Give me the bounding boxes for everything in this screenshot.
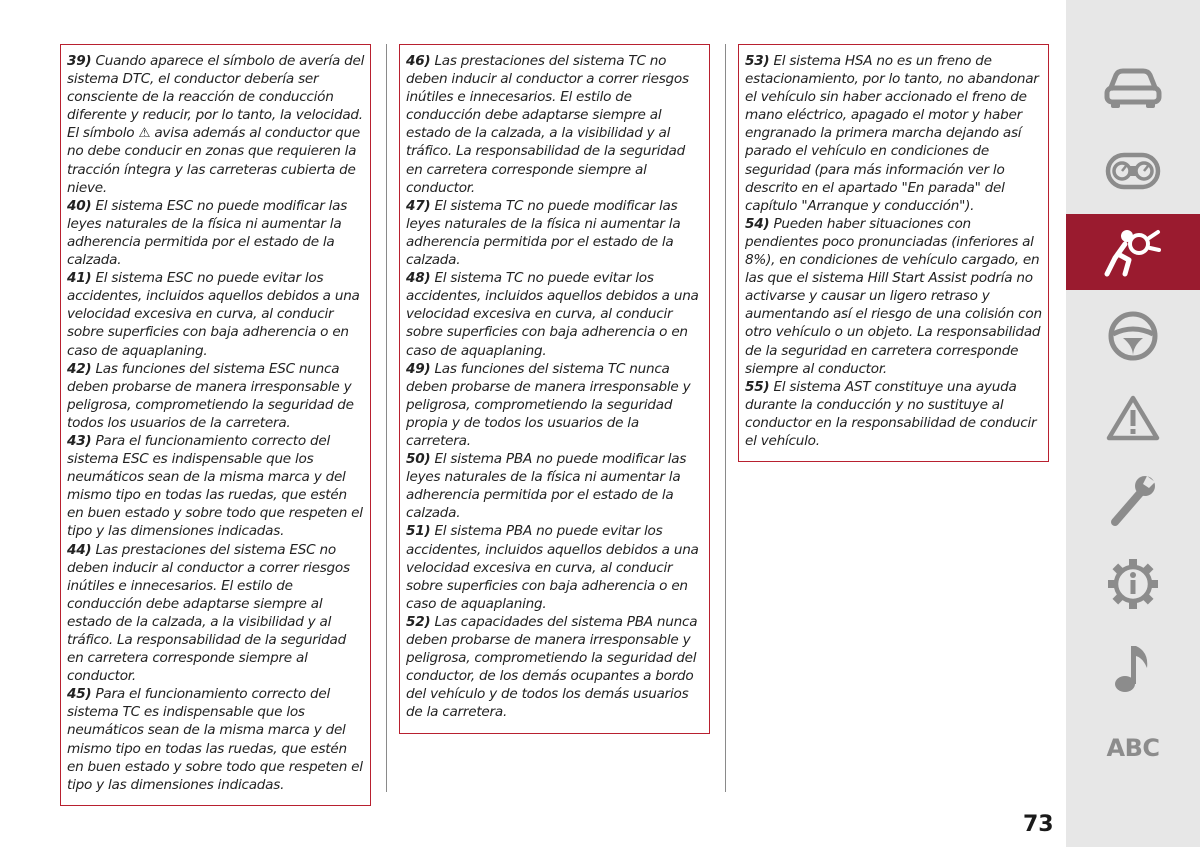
page-number: 73 <box>1023 812 1054 837</box>
note-text: El sistema TC no puede evitar los accidentes, incluidos aquellos debidos a una velocidad excesiva en curva, al conducir sobre superficies con baja adherencia o en caso de aquaplaning. <box>406 270 699 359</box>
note-text: El sistema AST constituye una ayuda durante la conducción y no sustituye al conductor en la responsabilidad de conducir el vehículo. <box>745 378 1037 449</box>
music-note-icon <box>1113 642 1153 694</box>
notes-column-2 <box>399 44 710 734</box>
note-number: 48) <box>406 270 431 287</box>
notes-column-3 <box>738 44 1049 462</box>
note-39 <box>67 52 365 197</box>
note-47 <box>406 197 704 269</box>
note-number: 42) <box>67 360 92 377</box>
note-text: Las capacidades del sistema PBA nunca deben probarse de manera irresponsable y peligrosa, comprometiendo la seguridad del conductor, de los demás ocupantes a bordo del vehículo y de todos los demás usuarios de la carretera. <box>406 613 698 721</box>
note-number: 50) <box>406 451 431 468</box>
note-46 <box>406 52 704 197</box>
note-text: Pueden haber situaciones con pendientes poco pronunciadas (inferiores al 8%), en condiciones de vehículo cargado, en las que el sistema Hill Start Assist podría no activarse y causar un ligero retraso y aumentando así el riesgo de una colisión con otro vehículo o un objeto. La responsabilidad de la seguridad en carretera corresponde siempre al conductor. <box>745 215 1042 377</box>
note-text: Las funciones del sistema TC nunca deben probarse de manera irresponsable y peligrosa, comprometiendo la seguridad propia y de todos los usuarios de la carretera. <box>406 360 691 449</box>
note-52 <box>406 613 704 722</box>
index-label: ABC <box>1106 734 1160 762</box>
notes-column-1 <box>60 44 371 806</box>
note-53 <box>745 52 1043 215</box>
wrench-icon <box>1107 472 1159 528</box>
note-number: 41) <box>67 270 92 287</box>
note-42 <box>67 360 365 432</box>
note-44 <box>67 541 365 686</box>
note-text: El sistema PBA no puede evitar los accidentes, incluidos aquellos debidos a una velocidad excesiva en curva, al conducir sobre superficies con baja adherencia o en caso de aquaplaning. <box>406 523 699 612</box>
note-48 <box>406 269 704 359</box>
chapter-nav-dashboard[interactable] <box>1066 133 1200 209</box>
note-text: El sistema TC no puede modificar las leyes naturales de la física ni aumentar la adherencia permitida por el estado de la calzada. <box>406 197 681 269</box>
note-text: Las prestaciones del sistema TC no deben inducir al conductor a correr riesgos inútiles e innecesarios. El estilo de conducción debe adaptarse siempre al estado de la calzada, a la visibilidad y al tráfico. La responsabilidad de la seguridad en carretera corresponde siempre al conductor. <box>406 53 689 196</box>
note-50 <box>406 450 704 522</box>
warning-triangle-icon <box>1106 394 1160 442</box>
note-40 <box>67 197 365 269</box>
note-number: 47) <box>406 197 431 214</box>
column-divider <box>386 44 387 792</box>
note-number: 49) <box>406 360 431 377</box>
column-divider <box>725 44 726 792</box>
note-number: 54) <box>745 215 770 232</box>
steering-wheel-icon <box>1107 310 1159 362</box>
note-text: Cuando aparece el símbolo de avería del sistema DTC, el conductor debería ser consciente de la reacción de conducción diferente y reducir, por lo tanto, la velocidad. El símbolo ⚠ avisa además al conductor que no debe conducir en zonas que requieren la tracción íntegra y las carreteras cubierta de nieve. <box>67 53 365 196</box>
chapter-nav-safety[interactable] <box>1066 214 1200 290</box>
note-text: Las funciones del sistema ESC nunca deben probarse de manera irresponsable y peligrosa, comprometiendo la seguridad de todos los usuarios de la carretera. <box>67 360 354 431</box>
chapter-nav-multimedia[interactable] <box>1066 630 1200 706</box>
note-45 <box>67 685 365 794</box>
note-text: El sistema ESC no puede evitar los accidentes, incluidos aquellos debidos a una velocidad excesiva en curva, al conducir sobre superficies con baja adherencia o en caso de aquaplaning. <box>67 270 360 359</box>
note-54 <box>745 215 1043 378</box>
chapter-nav-car[interactable] <box>1066 50 1200 126</box>
note-number: 51) <box>406 523 431 540</box>
note-text: El sistema ESC no puede modificar las leyes naturales de la física ni aumentar la adherencia permitida por el estado de la calzada. <box>67 197 348 269</box>
airbag-icon <box>1103 226 1163 278</box>
gear-info-icon <box>1106 557 1160 611</box>
note-number: 52) <box>406 613 431 630</box>
note-text: Para el funcionamiento correcto del sistema TC es indispensable que los neumáticos sean de la misma marca y del mismo tipo en todas las ruedas, que estén en buen estado y sobre todo que respeten el tipo y las dimensiones indicadas. <box>67 686 363 793</box>
note-text: Para el funcionamiento correcto del sistema ESC es indispensable que los neumáticos sean de la misma marca y del mismo tipo en todas las ruedas, que estén en buen estado y sobre todo que respeten el tipo y las dimensiones indicadas. <box>67 432 363 540</box>
chapter-nav-index[interactable] <box>1066 710 1200 786</box>
note-55 <box>745 378 1043 450</box>
note-text: El sistema PBA no puede modificar las leyes naturales de la física ni aumentar la adherencia permitida por el estado de la calzada. <box>406 451 687 522</box>
note-number: 43) <box>67 432 92 449</box>
note-number: 53) <box>745 53 770 69</box>
note-number: 40) <box>67 197 92 214</box>
note-number: 55) <box>745 378 770 395</box>
note-number: 45) <box>67 686 92 703</box>
chapter-nav-technical-data[interactable] <box>1066 546 1200 622</box>
note-49 <box>406 360 704 450</box>
note-41 <box>67 269 365 359</box>
chapter-nav-starting-driving[interactable] <box>1066 298 1200 374</box>
note-number: 46) <box>406 53 431 69</box>
chapter-nav-maintenance[interactable] <box>1066 462 1200 538</box>
chapter-nav-emergency[interactable] <box>1066 380 1200 456</box>
note-text: Las prestaciones del sistema ESC no deben inducir al conductor a correr riesgos inútiles e innecesarios. El estilo de conducción debe adaptarse siempre al estado de la calzada, a la visibilidad y al tráfico. La responsabilidad de la seguridad en carretera corresponde siempre al conductor. <box>67 541 350 685</box>
note-51 <box>406 522 704 612</box>
chapter-sidebar <box>1066 0 1200 847</box>
note-number: 39) <box>67 53 92 69</box>
note-number: 44) <box>67 541 92 558</box>
note-43 <box>67 432 365 541</box>
car-icon <box>1104 66 1162 110</box>
note-text: El sistema HSA no es un freno de estacionamiento, por lo tanto, no abandonar el vehículo sin haber accionado el freno de mano eléctrico, apagado el motor y haber engranado la primera marcha dejando así parado el vehículo en condiciones de seguridad (para más información ver lo descrito en el apartado "En parada" del capítulo "Arranque y conducción"). <box>745 53 1039 214</box>
dashboard-icon <box>1105 151 1161 191</box>
